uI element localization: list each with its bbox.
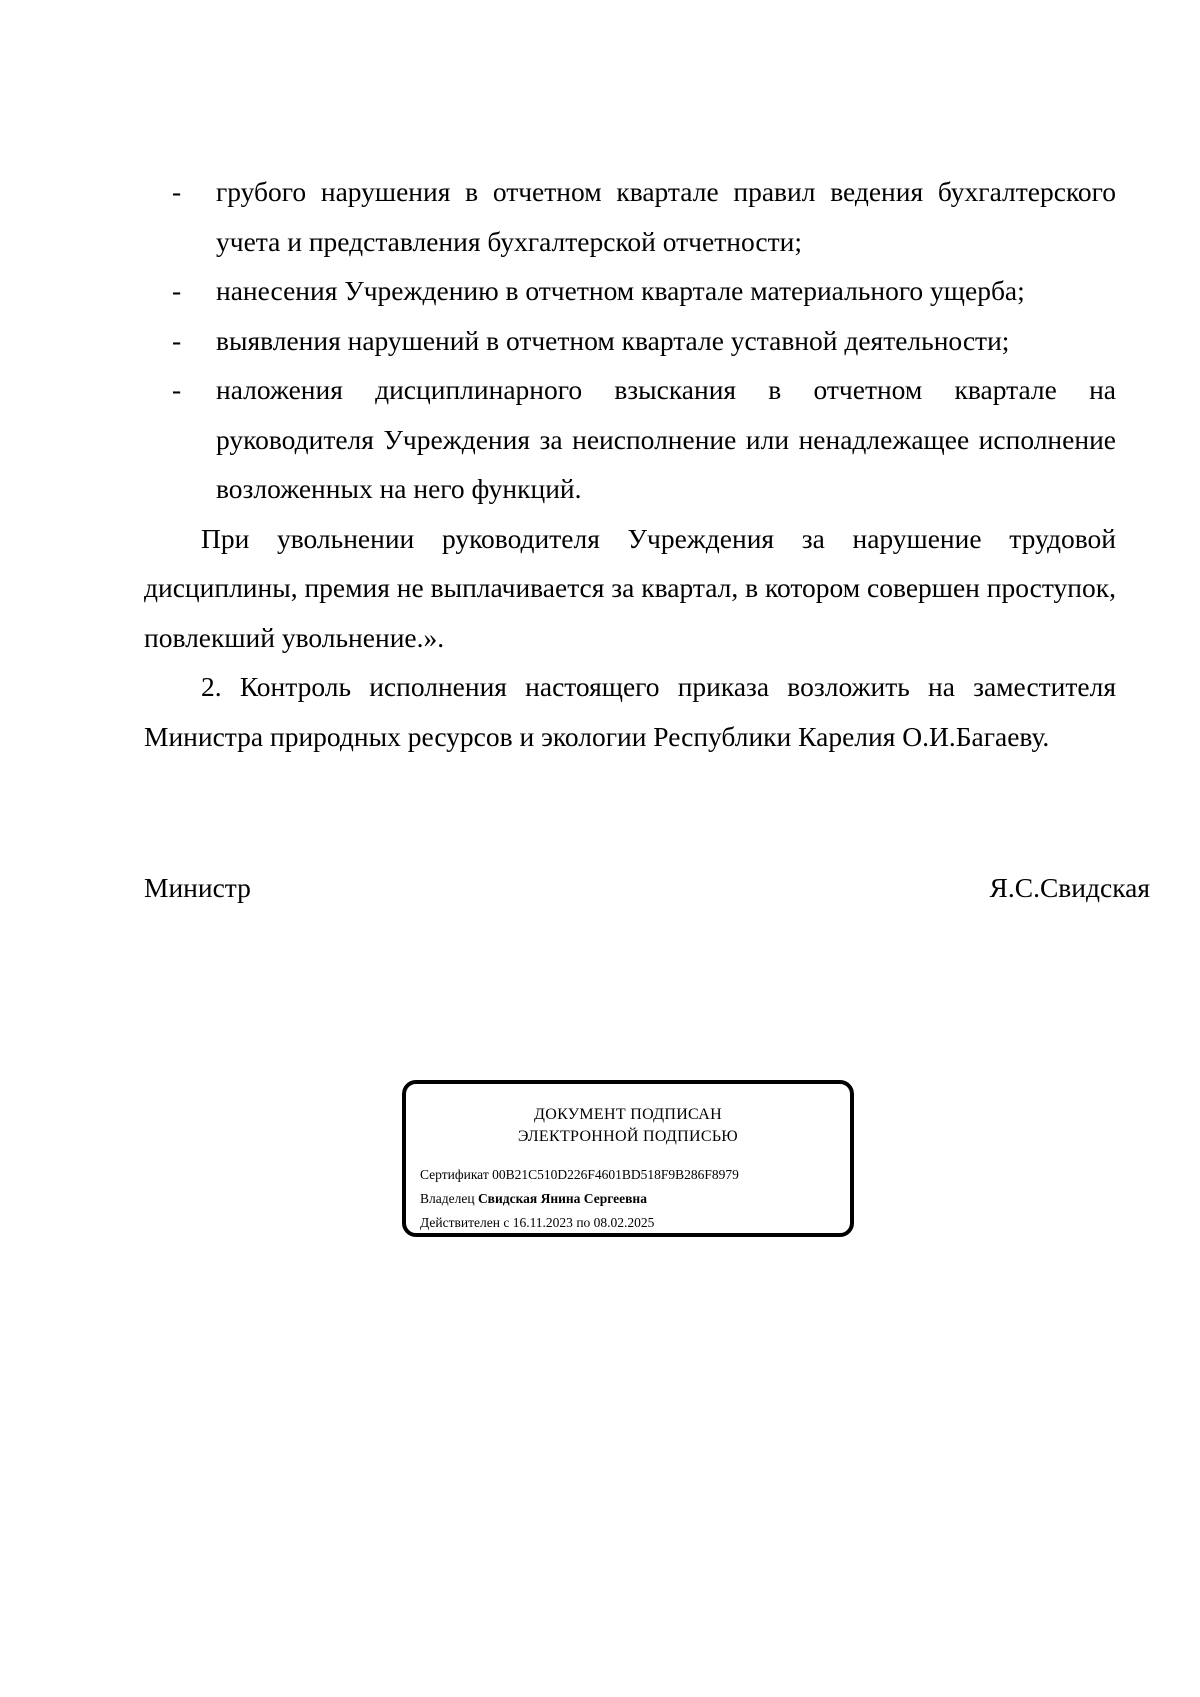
stamp-owner-value: Свидская Янина Сергеевна (477, 1191, 647, 1206)
electronic-signature-stamp (402, 1080, 854, 1237)
stamp-owner-row (420, 1187, 739, 1211)
list-dash: - (172, 374, 182, 405)
stamp-valid-from: 16.11.2023 (512, 1215, 573, 1230)
list-item (144, 266, 1116, 316)
stamp-certificate-row (420, 1163, 739, 1187)
paragraph-control: 2. Контроль исполнения настоящего приказа возложить на заместителя Министра природных ресурсов и экологии Республики Карелия О.И.Багаеву. (144, 671, 1116, 752)
stamp-valid-to-prefix: по (576, 1215, 591, 1230)
list-item (144, 365, 1116, 514)
list-dash: - (172, 275, 182, 306)
list-dash: - (172, 176, 182, 207)
stamp-details (420, 1163, 739, 1235)
stamp-certificate-value: 00B21C510D226F4601BD518F9B286F8979 (492, 1167, 739, 1182)
list-item-text: выявления нарушений в отчетном квартале уставной деятельности; (216, 324, 1010, 356)
stamp-title-line: ДОКУМЕНТ ПОДПИСАН (534, 1106, 722, 1123)
stamp-title (406, 1104, 850, 1148)
signer-name: Я.С.Свидская (989, 872, 1150, 903)
list-item (144, 316, 1116, 366)
list-item-text: грубого нарушения в отчетном квартале правил ведения бухгалтерского учета и представления бухгалтерской отчетности; (216, 176, 1116, 257)
document-body (144, 167, 1116, 761)
stamp-owner-label: Владелец (420, 1191, 475, 1206)
stamp-valid-from-prefix: с (503, 1215, 510, 1230)
stamp-title-line: ЭЛЕКТРОННОЙ ПОДПИСЬЮ (517, 1128, 739, 1145)
paragraph-dismissal: При увольнении руководителя Учреждения за нарушение трудовой дисциплины, премия не выплачивается за квартал, в котором совершен проступок, повлекший увольнение.». (144, 522, 1116, 653)
list-item-text: нанесения Учреждению в отчетном квартале материального ущерба; (216, 275, 1025, 306)
stamp-valid-label: Действителен (420, 1215, 500, 1230)
stamp-certificate-label: Сертификат (420, 1167, 489, 1182)
stamp-valid-to: 08.02.2025 (593, 1215, 655, 1230)
signer-role: Министр (144, 872, 251, 903)
list-dash: - (172, 324, 182, 356)
stamp-validity-row (420, 1211, 739, 1235)
list-item (144, 167, 1116, 266)
list-item-text: наложения дисциплинарного взыскания в отчетном квартале на руководителя Учреждения за неисполнение или ненадлежащее исполнение возложенных на него функций. (216, 374, 1116, 504)
